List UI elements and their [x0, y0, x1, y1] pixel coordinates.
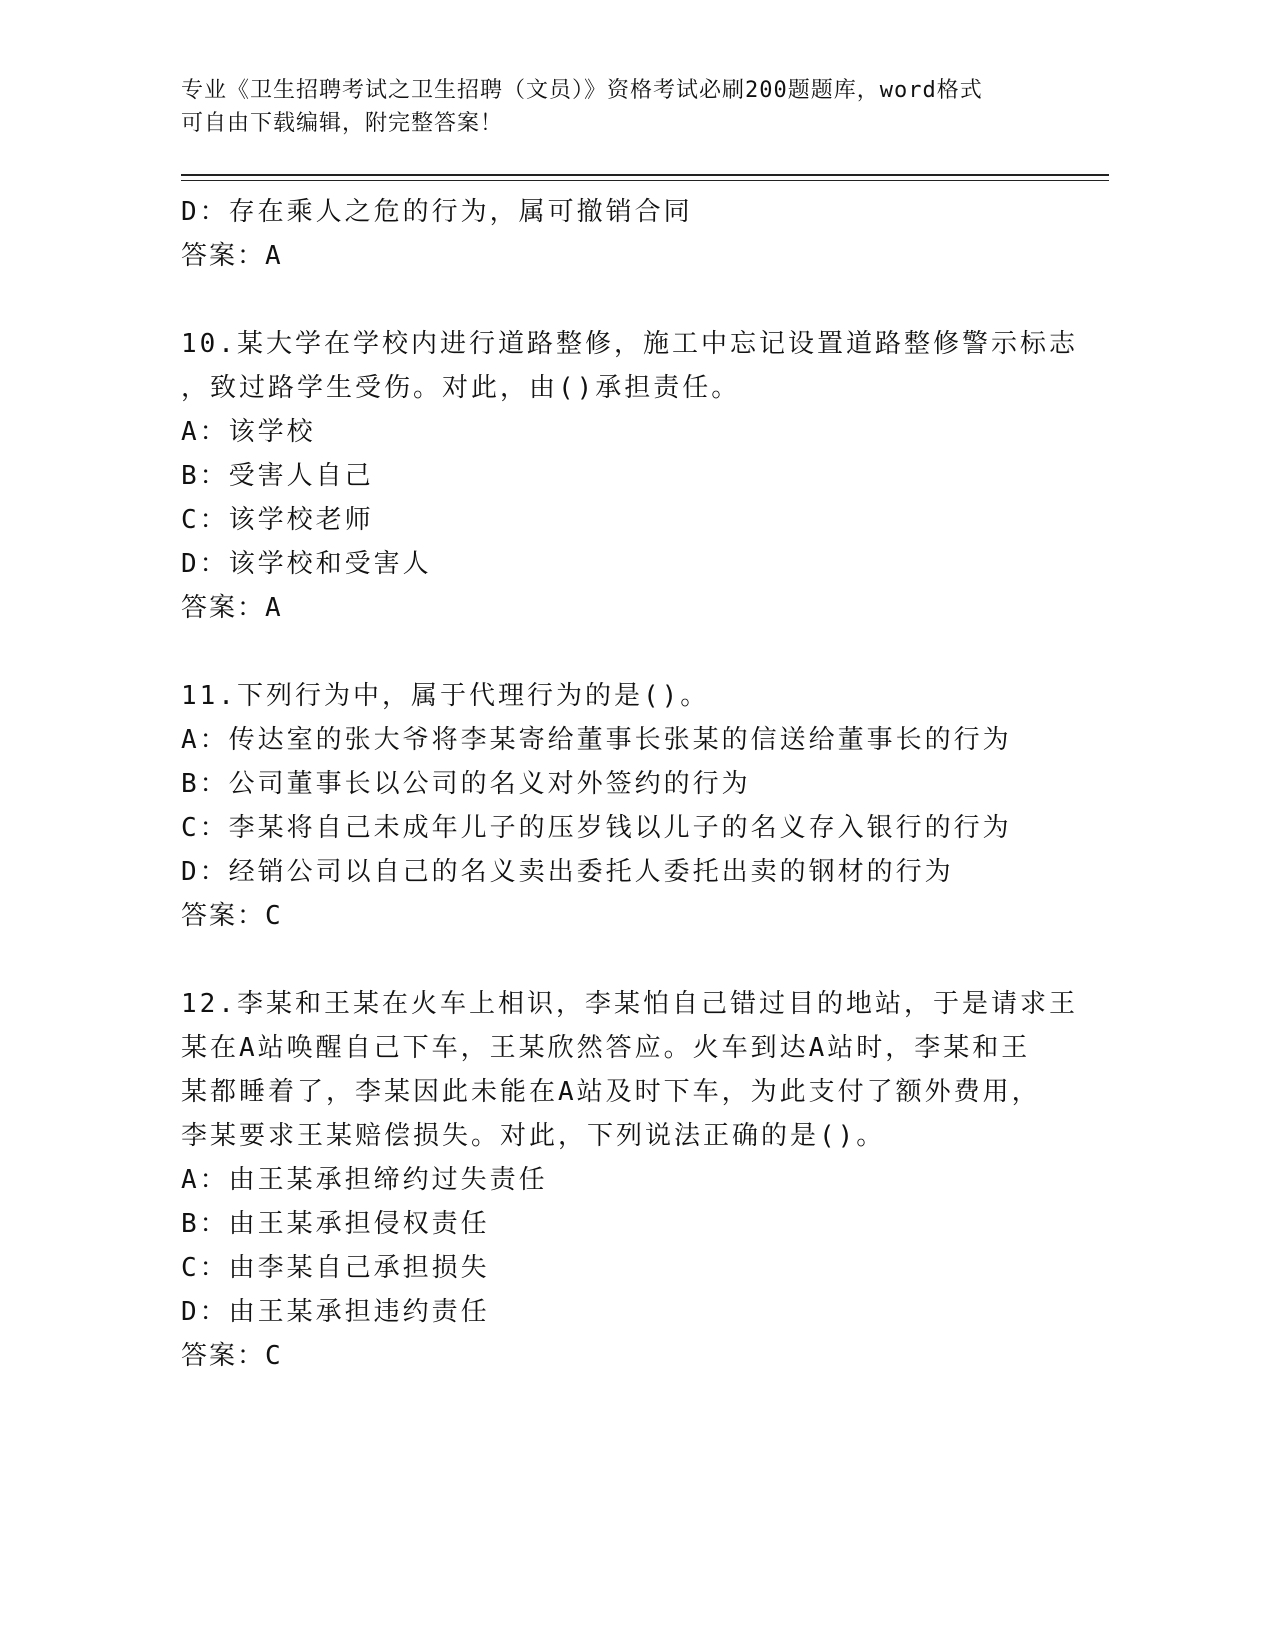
question-stem: 某在A站唤醒自己下车，王某欣然答应。火车到达A站时，李某和王	[181, 1033, 1031, 1063]
spacer	[181, 938, 1081, 982]
question-11	[181, 674, 1081, 938]
header-divider-thick	[181, 174, 1109, 176]
question-list	[181, 190, 1081, 1378]
option-a: A：传达室的张大爷将李某寄给董事长张某的信送给董事长的行为	[181, 725, 1012, 755]
header-line-1: 专业《卫生招聘考试之卫生招聘（文员）》资格考试必刷200题题库，word格式	[181, 78, 983, 103]
spacer	[181, 278, 1081, 322]
option-b: B：公司董事长以公司的名义对外签约的行为	[181, 769, 751, 799]
option-d: D：经销公司以自己的名义卖出委托人委托出卖的钢材的行为	[181, 857, 954, 887]
option-b: B：受害人自己	[181, 461, 374, 491]
answer: 答案：A	[181, 593, 283, 623]
question-9-tail	[181, 190, 1081, 278]
question-12	[181, 982, 1081, 1378]
option-d: D：由王某承担违约责任	[181, 1297, 490, 1327]
option-d: D：存在乘人之危的行为，属可撤销合同	[181, 197, 693, 227]
document-header	[181, 74, 1061, 140]
option-c: C：该学校老师	[181, 505, 374, 535]
question-stem: 12.李某和王某在火车上相识，李某怕自己错过目的地站，于是请求王	[181, 989, 1078, 1019]
answer: 答案：C	[181, 901, 283, 931]
answer: 答案：C	[181, 1341, 283, 1371]
option-c: C：李某将自己未成年儿子的压岁钱以儿子的名义存入银行的行为	[181, 813, 1012, 843]
option-a: A：由王某承担缔约过失责任	[181, 1165, 548, 1195]
question-stem: 某都睡着了，李某因此未能在A站及时下车，为此支付了额外费用，	[181, 1077, 1041, 1107]
option-d: D：该学校和受害人	[181, 549, 432, 579]
header-divider-thin	[181, 180, 1109, 181]
question-10	[181, 322, 1081, 630]
question-stem: 11.下列行为中，属于代理行为的是()。	[181, 681, 710, 711]
header-line-2: 可自由下载编辑，附完整答案！	[181, 111, 504, 136]
option-c: C：由李某自己承担损失	[181, 1253, 490, 1283]
option-b: B：由王某承担侵权责任	[181, 1209, 490, 1239]
question-stem: 10.某大学在学校内进行道路整修，施工中忘记设置道路整修警示标志	[181, 329, 1078, 359]
answer: 答案：A	[181, 241, 283, 271]
option-a: A：该学校	[181, 417, 316, 447]
question-stem: 李某要求王某赔偿损失。对此，下列说法正确的是()。	[181, 1121, 886, 1151]
spacer	[181, 630, 1081, 674]
question-stem: ，致过路学生受伤。对此，由()承担责任。	[181, 373, 741, 403]
